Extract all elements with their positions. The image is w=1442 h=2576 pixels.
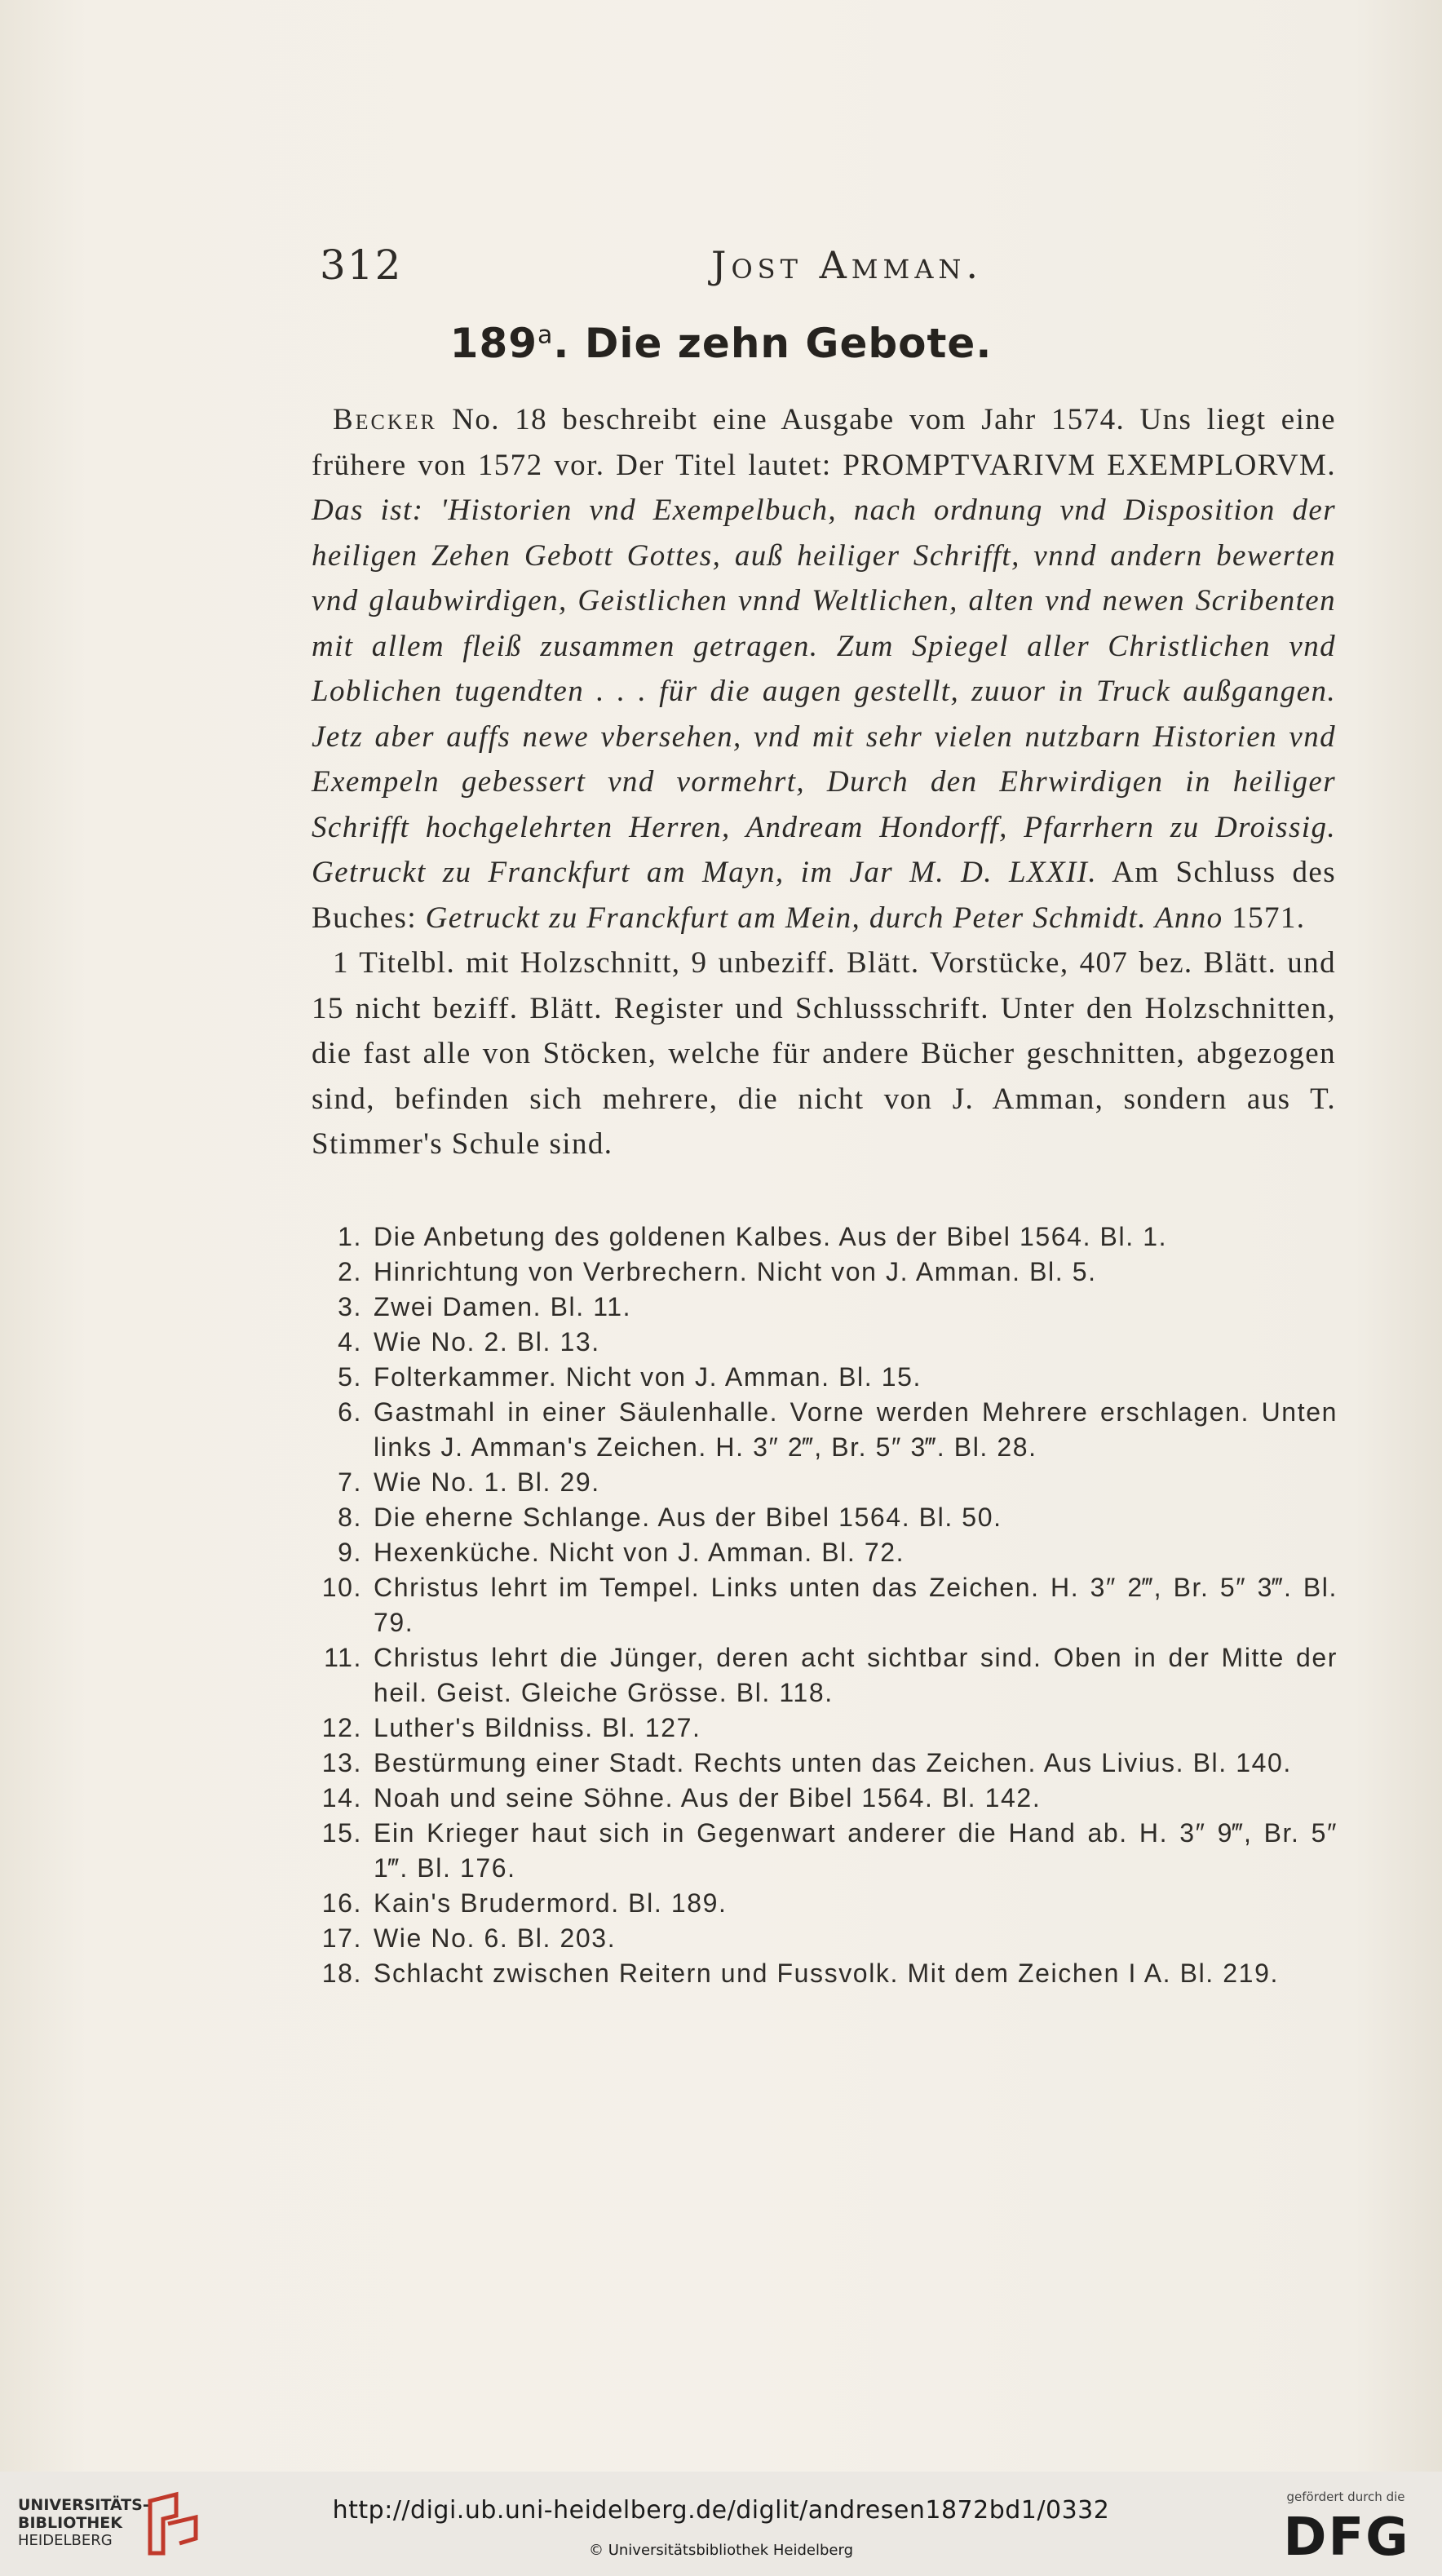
item-text: Zwei Damen. Bl. 11. xyxy=(374,1292,632,1321)
item-number: 4. xyxy=(338,1327,362,1357)
list-item xyxy=(308,1746,1338,1781)
item-number: 14. xyxy=(321,1783,362,1812)
item-text: Noah und seine Söhne. Aus der Bibel 1564. Bl. 142. xyxy=(374,1783,1042,1812)
item-number: 9. xyxy=(338,1538,362,1567)
title-separator: . xyxy=(553,320,570,367)
list-item xyxy=(308,1465,1338,1500)
list-item xyxy=(308,1921,1338,1956)
item-number: 7. xyxy=(338,1467,362,1497)
footer-bar xyxy=(0,2472,1442,2576)
item-number: 2. xyxy=(338,1257,362,1286)
list-item xyxy=(308,1325,1338,1360)
item-text: Hinrichtung von Verbrechern. Nicht von J. Amman. Bl. 5. xyxy=(374,1257,1097,1286)
title-suffix: a xyxy=(537,321,554,350)
item-number: 3. xyxy=(338,1292,362,1321)
collation-text: 1 Titelbl. mit Holzschnitt, 9 unbeziff. Blätt. Vorstücke, 407 bez. Blätt. und 15 nicht beziff. Blätt. Register und Schlussschrift. Unter den Holzschnitten, die fast alle von Stöcken, welche für andere Bücher geschnitten, abgezogen sind, befinden sich mehrere, die nicht von J. Amman, sondern aus T. Stimmer's Schule sind. xyxy=(312,946,1336,1161)
item-number: 15. xyxy=(321,1818,362,1848)
paragraph-text: Am Schluss des Buches: xyxy=(312,856,1337,935)
item-number: 12. xyxy=(321,1713,362,1742)
paragraph-collation xyxy=(312,941,1336,1167)
body-text xyxy=(312,397,1336,1167)
author-reference: Becker xyxy=(333,403,437,436)
title-number: 189 xyxy=(449,320,538,367)
item-text: Ein Krieger haut sich in Gegenwart anderer die Hand ab. H. 3″ 9‴, Br. 5″ 1‴. Bl. 176. xyxy=(374,1818,1338,1883)
item-text: Die eherne Schlange. Aus der Bibel 1564. Bl. 50. xyxy=(374,1503,1002,1532)
dfg-logo[interactable]: DFG xyxy=(1283,2507,1410,2568)
running-head: Jost Amman. xyxy=(711,243,984,287)
item-text: Schlacht zwischen Reitern und Fussvolk. Mit dem Zeichen I A. Bl. 219. xyxy=(374,1959,1279,1988)
list-item xyxy=(308,1570,1338,1640)
library-name-line: BIBLIOTHEK xyxy=(18,2514,122,2532)
colophon-quote: Getruckt zu Franckfurt am Mein, durch Peter Schmidt. Anno xyxy=(425,901,1223,935)
item-text: Hexenküche. Nicht von J. Amman. Bl. 72. xyxy=(374,1538,905,1567)
item-text: Wie No. 1. Bl. 29. xyxy=(374,1467,600,1497)
paragraph-text: No. 18 beschreibt eine Ausgabe vom Jahr 1574. Uns liegt eine frühere von 1572 vor. Der Titel lautet: PROMPTVARIVM EXEMPLORVM. xyxy=(312,403,1336,482)
list-item xyxy=(308,1816,1338,1886)
item-text: Wie No. 2. Bl. 13. xyxy=(374,1327,600,1357)
item-text: Folterkammer. Nicht von J. Amman. Bl. 15. xyxy=(374,1362,922,1392)
list-item xyxy=(308,1781,1338,1816)
item-number: 5. xyxy=(338,1362,362,1392)
list-item xyxy=(308,1360,1338,1395)
copyright-text: © Universitätsbibliothek Heidelberg xyxy=(588,2542,853,2559)
list-item xyxy=(308,1500,1338,1535)
item-text: Gastmahl in einer Säulenhalle. Vorne werden Mehrere erschlagen. Unten links J. Amman's Zeichen. H. 3″ 2‴, Br. 5″ 3‴. Bl. 28. xyxy=(374,1397,1338,1462)
paragraph-text: 1571. xyxy=(1223,901,1306,935)
item-number: 13. xyxy=(321,1748,362,1777)
item-number: 1. xyxy=(338,1222,362,1251)
list-item xyxy=(308,1640,1338,1711)
funding-note: gefördert durch die xyxy=(1286,2490,1405,2504)
list-item xyxy=(308,1711,1338,1746)
section-title xyxy=(0,320,1442,367)
list-item xyxy=(308,1255,1338,1290)
list-item xyxy=(308,1535,1338,1570)
page-number: 312 xyxy=(320,241,403,289)
library-name-line: HEIDELBERG xyxy=(18,2532,113,2549)
item-text: Die Anbetung des goldenen Kalbes. Aus der Bibel 1564. Bl. 1. xyxy=(374,1222,1168,1251)
list-item xyxy=(308,1395,1338,1465)
title-text: Die zehn Gebote. xyxy=(584,320,993,367)
item-number: 11. xyxy=(324,1643,362,1672)
item-number: 8. xyxy=(338,1503,362,1532)
item-text: Kain's Brudermord. Bl. 189. xyxy=(374,1888,728,1918)
item-text: Bestürmung einer Stadt. Rechts unten das Zeichen. Aus Livius. Bl. 140. xyxy=(374,1748,1292,1777)
item-text: Christus lehrt die Jünger, deren acht sichtbar sind. Oben in der Mitte der heil. Geist. Gleiche Grösse. Bl. 118. xyxy=(374,1643,1338,1707)
library-name-line: UNIVERSITÄTS- xyxy=(18,2496,149,2514)
item-number: 10. xyxy=(321,1573,362,1602)
item-text: Wie No. 6. Bl. 203. xyxy=(374,1923,617,1953)
item-number: 17. xyxy=(321,1923,362,1953)
list-item xyxy=(308,1290,1338,1325)
item-text: Luther's Bildniss. Bl. 127. xyxy=(374,1713,701,1742)
list-item xyxy=(308,1886,1338,1921)
item-number: 18. xyxy=(321,1959,362,1988)
woodcut-list xyxy=(308,1219,1338,1991)
item-text: Christus lehrt im Tempel. Links unten das Zeichen. H. 3″ 2‴, Br. 5″ 3‴. Bl. 79. xyxy=(374,1573,1338,1637)
item-number: 6. xyxy=(338,1397,362,1427)
source-url-link[interactable]: http://digi.ub.uni-heidelberg.de/diglit/andresen1872bd1/0332 xyxy=(332,2496,1110,2525)
page-header xyxy=(320,241,1356,307)
paragraph-description xyxy=(312,397,1336,941)
book-title-quote: Das ist: 'Historien vnd Exempelbuch, nach ordnung vnd Disposition der heiligen Zehen Gebott Gottes, auß heiliger Schrifft, vnnd andern bewerten vnd glaubwirdigen, Geistlichen vnnd Weltlichen, alten vnd newen Scribenten mit allem fleiß zusammen getragen. Zum Spiegel aller Christlichen vnd Loblichen tugendten . . . für die augen gestellt, zuuor in Truck außgangen. Jetz aber auffs newe vbersehen, vnd mit sehr vielen nutzbarn Historien vnd Exempeln gebessert vnd vormehrt, Durch den Ehrwirdigen in heiliger Schrifft hochgelehrten Herren, Andream Hondorff, Pfarrhern zu Droissig. Getruckt zu Franckfurt am Mayn, im Jar M. D. LXXII. xyxy=(312,494,1336,889)
list-item xyxy=(308,1956,1338,1991)
list-item xyxy=(308,1219,1338,1255)
item-number: 16. xyxy=(321,1888,362,1918)
